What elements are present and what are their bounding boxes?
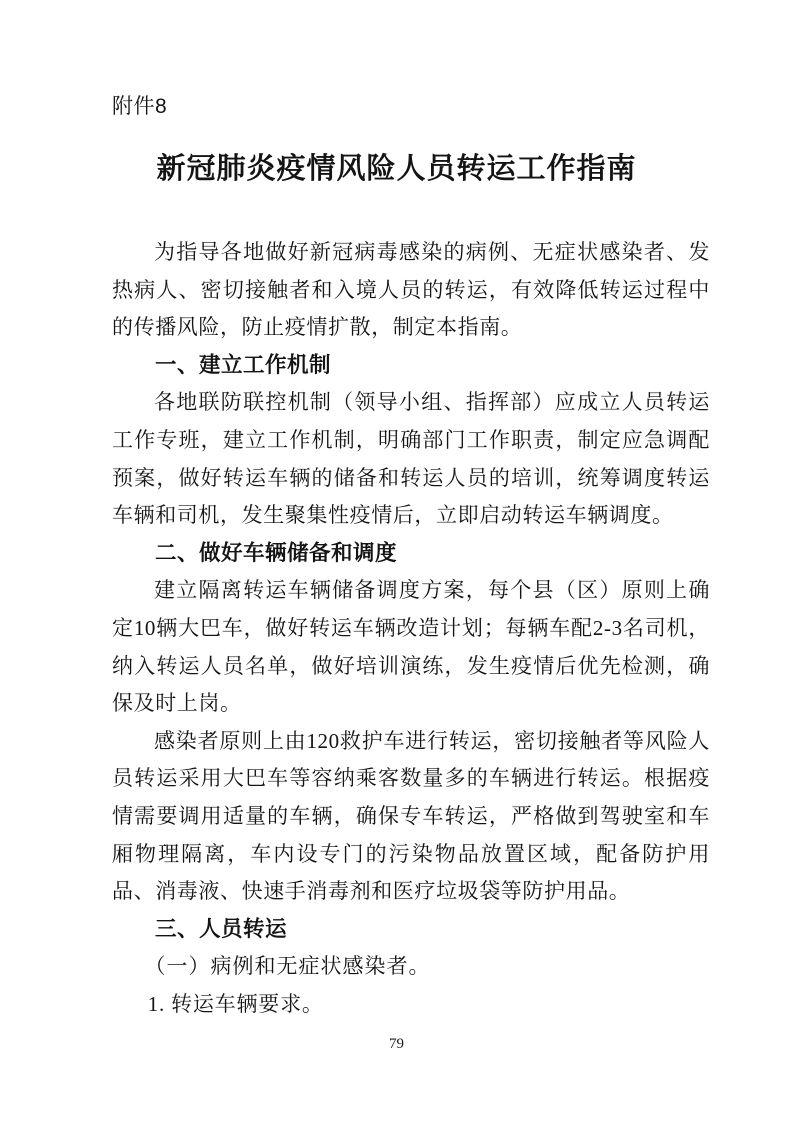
document-body [112,234,710,1023]
document-title: 新冠肺炎疫情风险人员转运工作指南 [156,153,637,185]
intro-paragraph: 为指导各地做好新冠病毒感染的病例、无症状感染者、发热病人、密切接触者和入境人员的转运，有效降低转运过程中的传播风险，防止疫情扩散，制定本指南。 [112,240,710,340]
page-number: 79 [389,1036,404,1052]
subsection-heading-1: （一）病例和无症状感染者。 [144,954,431,979]
section-heading-3: 三、人员转运 [155,916,288,941]
numbered-item-1: 1. 转运车辆要求。 [147,991,324,1016]
section-1-paragraph: 各地联防联控机制（领导小组、指挥部）应成立人员转运工作专班，建立工作机制，明确部门工作职责，制定应急调配预案，做好转运车辆的储备和转运人员的培训，统筹调度转运车辆和司机，发生聚集性疫情后，立即启动转运车辆调度。 [112,390,710,528]
section-heading-2: 二、做好车辆储备和调度 [155,540,398,565]
section-2-paragraph-1: 建立隔离转运车辆储备调度方案，每个县（区）原则上确定10辆大巴车，做好转运车辆改造计划；每辆车配2-3名司机，纳入转运人员名单，做好培训演练，发生疫情后优先检测，确保及时上岗。 [112,578,710,716]
section-heading-1: 一、建立工作机制 [155,352,332,377]
attachment-label: 附件8 [112,95,168,118]
section-2-paragraph-2: 感染者原则上由120救护车进行转运，密切接触者等风险人员转运采用大巴车等容纳乘客数量多的车辆进行转运。根据疫情需要调用适量的车辆，确保专车转运，严格做到驾驶室和车厢物理隔离，车内设专门的污染物品放置区域，配备防护用品、消毒液、快速手消毒剂和医疗垃圾袋等防护用品。 [112,728,710,904]
